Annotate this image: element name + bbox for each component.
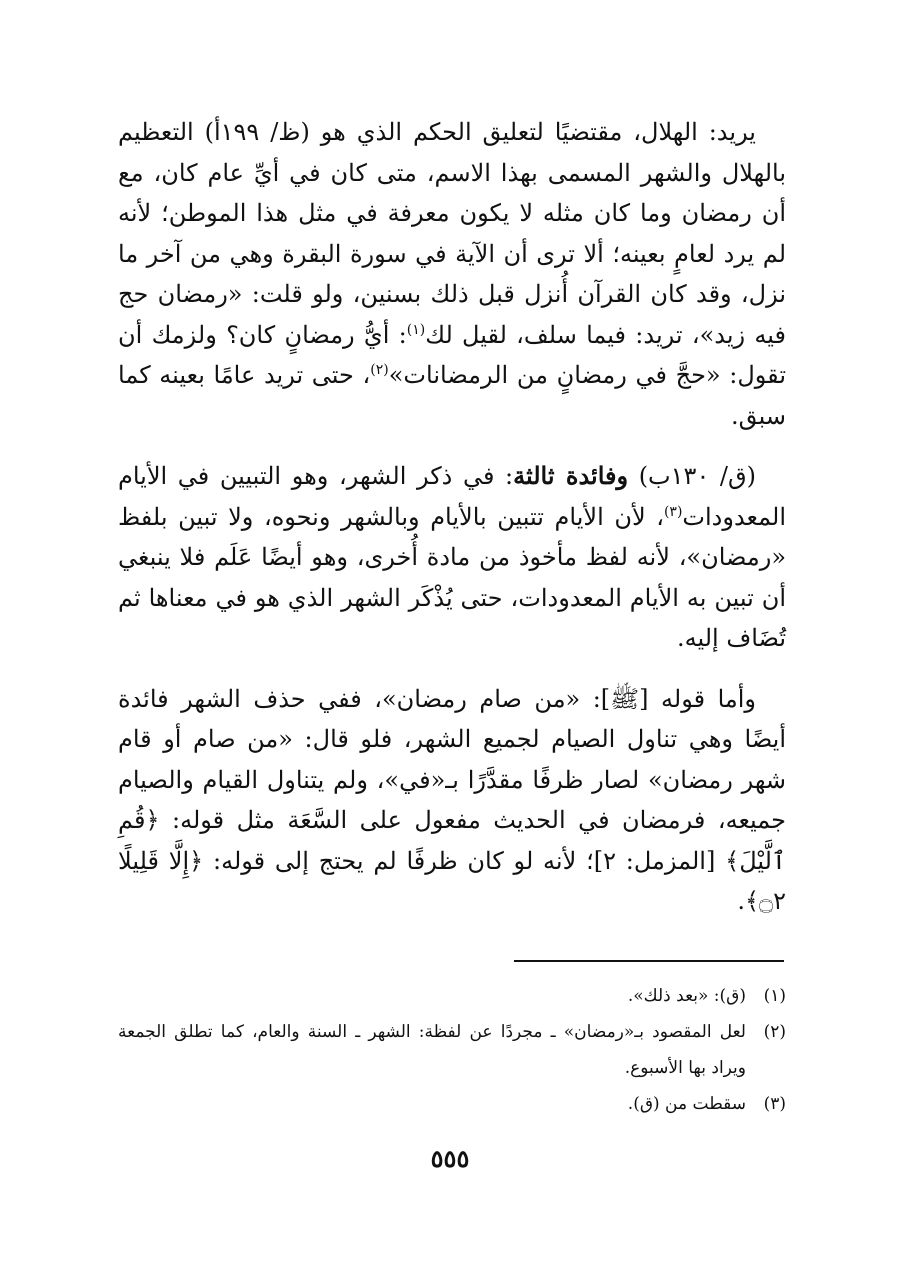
footnote-ref-1[interactable]: (١) (406, 321, 426, 338)
paragraph-1-text-before: يريد: الهلال، مقتضيًا لتعليق الحكم الذي هو (ظ/ ١٩٩أ) التعظيم بالهلال والشهر المسمى بهذا الاسم، متى كان في أيِّ عام كان، مع أن رمضان وما كان مثله لا يكون معرفة في مثل هذا الموطن؛ لأنه لم يرد لعامٍ بعينه؛ ألا ترى أن الآية في سورة البقرة وهي من آخر ما نزل، وقد كان القرآن أُنزل قبل ذلك بسنين، ولو قلت: «رمضان حج فيه زيد»، تريد: فيما سلف، لقيل لك (118, 118, 787, 349)
footnote-1 (118, 978, 786, 1014)
paragraph-2-heading: وفائدة ثالثة (513, 461, 629, 490)
footnote-divider (514, 960, 784, 962)
paragraph-2-prefix: (ق/ ١٣٠ب) (628, 462, 756, 490)
footnote-1-text: (ق): «بعد ذلك». (627, 986, 746, 1006)
footnote-2-number: (٢) (763, 1022, 786, 1042)
paragraph-2-text-after: ، لأن الأيام تتبين بالأيام وبالشهر ونحوه، ولا تبين بلفظ «رمضان»، لأنه لفظ مأخوذ من مادة أُخرى، وهو أيضًا عَلَم فلا ينبغي أن تبين به الأيام المعدودات، حتى يُذْكَر الشهر الذي هو في معناها ثم تُضَاف إليه. (118, 502, 786, 652)
paragraph-2-text-before: : في ذكر الشهر، وهو التبيين في الأيام المعدودات (118, 462, 786, 531)
footnote-ref-2[interactable]: (٢) (370, 362, 389, 378)
footnote-ref-3[interactable]: (٣) (663, 503, 683, 520)
paragraph-1-text-after: ، حتى تريد عامًا بعينه كما سبق. (118, 361, 786, 430)
footnotes (118, 978, 786, 1122)
paragraph-3: وأما قوله [ﷺ]: «من صام رمضان»، ففي حذف الشهر فائدة أيضًا وهي تناول الصيام لجميع الشهر، فلو قال: «من صام أو قام شهر رمضان» لصار ظرفًا مقدَّرًا بـ«في»، ولم يتناول القيام والصيام جميعه، فرمضان في الحديث مفعول على السَّعَة مثل قوله: ﴿قُمِ ٱلَّيْلَ﴾ [المزمل: ٢]؛ لأنه لو كان ظرفًا لم يحتج إلى قوله: ﴿إِلَّا قَلِيلًا ۝٢﴾. (118, 684, 786, 915)
paragraph-2 (118, 456, 786, 659)
main-text (118, 112, 786, 942)
footnote-1-number: (١) (763, 986, 786, 1006)
paragraph-1-text-middle: : أيُّ رمضانٍ كان؟ ولزمك أن تقول: «حجَّ في رمضانٍ من الرمضانات» (118, 320, 786, 389)
footnote-3-number: (٣) (763, 1094, 786, 1114)
page-number: ٥٥٥ (430, 1144, 470, 1173)
footnote-3 (118, 1086, 786, 1122)
footnote-2-text: لعل المقصود بـ«رمضان» ـ مجردًا عن لفظة: الشهر ـ السنة والعام، كما تطلق الجمعة ويراد بها الأسبوع. (118, 1022, 746, 1078)
footnote-3-text: سقطت من (ق). (627, 1094, 746, 1114)
footnote-2 (118, 1014, 786, 1086)
paragraph-1 (118, 112, 786, 436)
